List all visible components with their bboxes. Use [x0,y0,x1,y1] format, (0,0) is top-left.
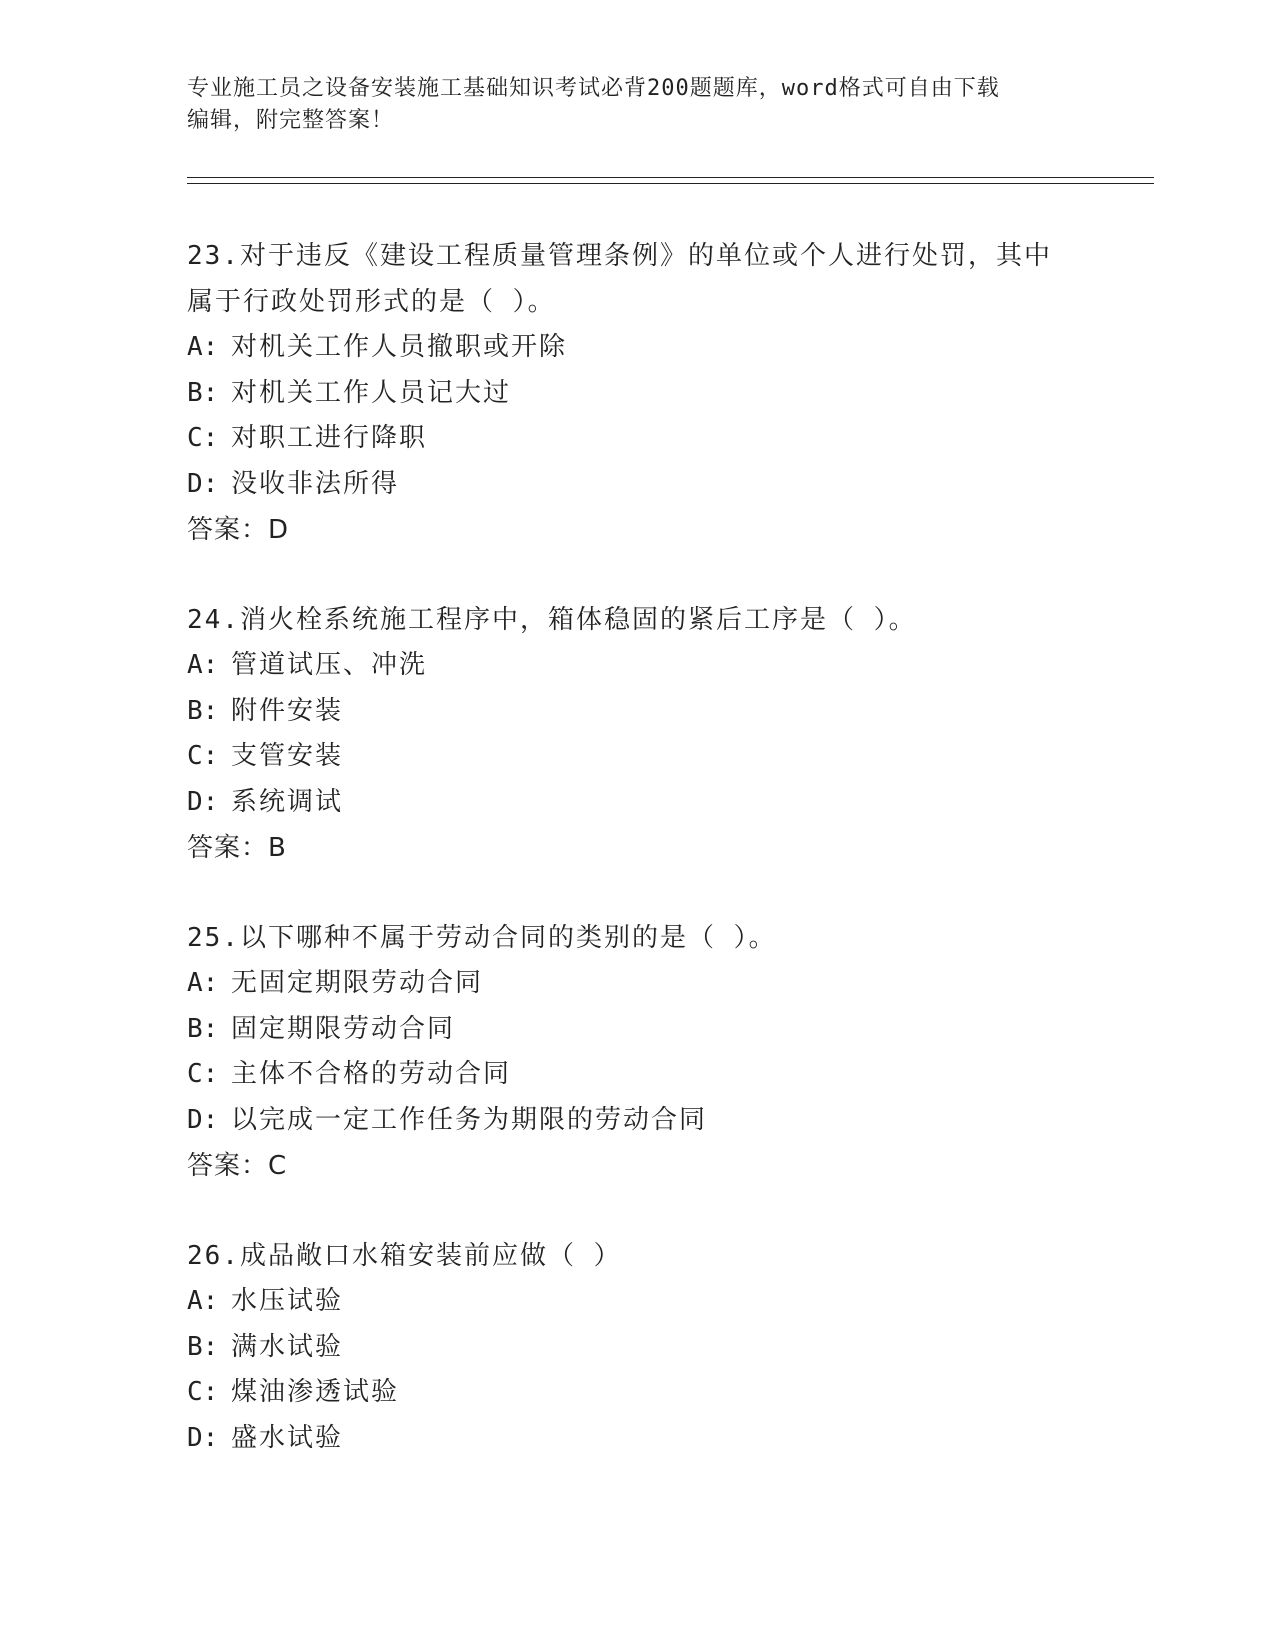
answer-line: 答案：B [187,833,287,863]
option-label: A: [187,968,219,998]
option-text: 附件安装 [231,695,344,726]
option-label: B: [187,1331,219,1362]
option-b [187,1007,1087,1053]
question-stem-line: 属于行政处罚形式的是（ ）。 [187,287,556,317]
option-text: 水压试验 [231,1286,344,1316]
answer-line: 答案：C [187,1151,288,1181]
option-label: A: [187,1286,219,1316]
option-b [187,1325,1087,1371]
option-b [187,689,1087,735]
option-b [187,371,1087,417]
option-text: 对机关工作人员撤职或开除 [231,332,568,362]
option-text: 支管安装 [231,741,344,771]
option-label: C: [187,423,219,453]
option-text: 没收非法所得 [231,468,400,499]
option-c [187,734,1087,780]
option-label: B: [187,1013,219,1044]
question-stem-line: 24.消火栓系统施工程序中，箱体稳固的紧后工序是（ ）。 [187,605,917,635]
option-text: 满水试验 [231,1331,344,1362]
option-label: B: [187,695,219,726]
option-d [187,1416,1087,1462]
question-stem-line: 23.对于违反《建设工程质量管理条例》的单位或个人进行处罚，其中 [187,241,1052,271]
option-text: 管道试压、冲洗 [231,650,428,680]
option-d [187,780,1087,826]
option-a [187,325,1087,371]
option-label: C: [187,741,219,771]
option-text: 主体不合格的劳动合同 [231,1059,512,1089]
option-label: D: [187,1104,219,1135]
option-a [187,961,1087,1007]
option-label: A: [187,332,219,362]
option-text: 无固定期限劳动合同 [231,968,484,998]
option-a [187,643,1087,689]
header-line-1: 专业施工员之设备安装施工基础知识考试必背200题题库，word格式可自由下载 [187,76,1000,101]
question-26 [187,1233,1087,1461]
header-rule-top [187,177,1154,178]
option-label: D: [187,786,219,817]
option-text: 系统调试 [231,786,344,817]
option-label: C: [187,1059,219,1089]
option-text: 以完成一定工作任务为期限的劳动合同 [231,1104,708,1135]
option-text: 固定期限劳动合同 [231,1013,456,1044]
option-a [187,1279,1087,1325]
option-c [187,1370,1087,1416]
option-c [187,416,1087,462]
option-label: A: [187,650,219,680]
option-text: 煤油渗透试验 [231,1377,400,1407]
option-text: 对机关工作人员记大过 [231,377,512,408]
option-c [187,1052,1087,1098]
header-rule-bottom [187,183,1154,184]
question-25 [187,915,1087,1189]
question-stem-line: 26.成品敞口水箱安装前应做（ ） [187,1241,622,1271]
option-label: B: [187,377,219,408]
option-label: D: [187,468,219,499]
answer-line: 答案：D [187,515,290,545]
option-d [187,1098,1087,1144]
option-label: C: [187,1377,219,1407]
question-stem-line: 25.以下哪种不属于劳动合同的类别的是（ ）。 [187,923,777,953]
question-23 [187,233,1087,553]
option-text: 盛水试验 [231,1422,344,1453]
header-line-2: 编辑，附完整答案！ [187,108,395,133]
document-header [187,73,1067,137]
option-text: 对职工进行降职 [231,423,428,453]
question-24 [187,597,1087,871]
option-d [187,462,1087,508]
option-label: D: [187,1422,219,1453]
